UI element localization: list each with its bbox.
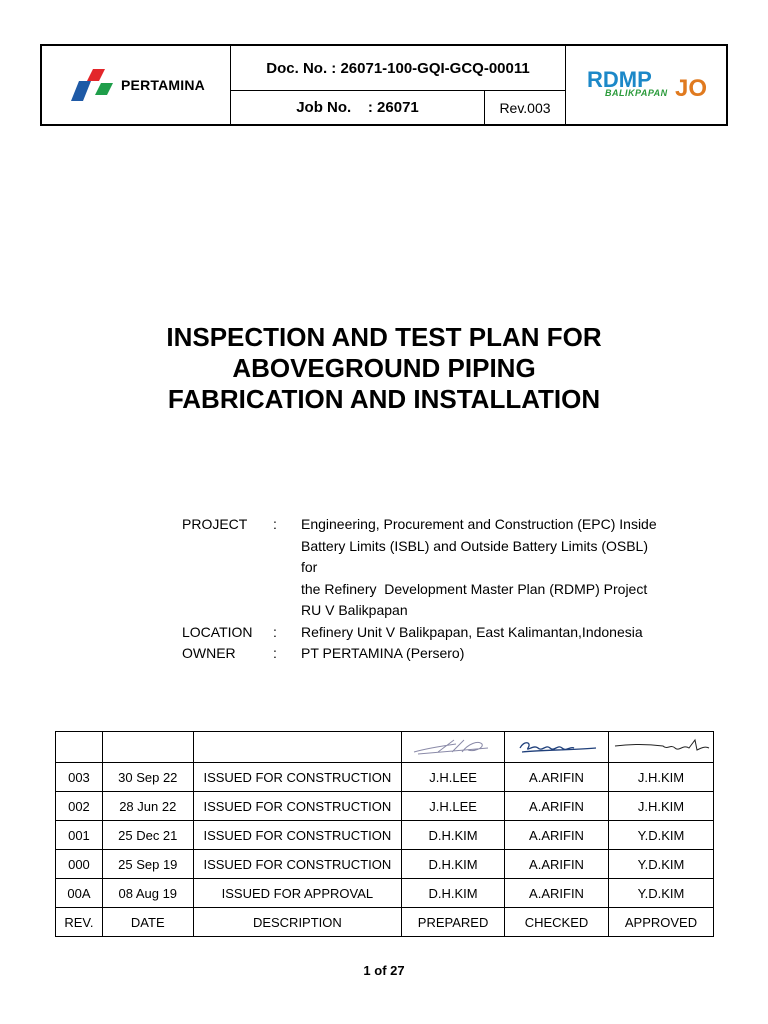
revision-table <box>55 731 714 937</box>
rev-cell: 001 <box>56 821 103 850</box>
pertamina-brand-text: PERTAMINA <box>121 77 205 93</box>
prepared-cell: J.H.LEE <box>402 763 505 792</box>
description-cell: ISSUED FOR CONSTRUCTION <box>193 792 401 821</box>
checked-cell: A.ARIFIN <box>505 792 609 821</box>
header-approved: APPROVED <box>608 908 713 937</box>
rev-cell: 002 <box>56 792 103 821</box>
checked-cell: A.ARIFIN <box>505 850 609 879</box>
job-number: Job No. : 26071 <box>231 91 485 124</box>
prepared-signature <box>402 732 505 763</box>
prepared-cell: D.H.KIM <box>402 821 505 850</box>
signature-icon <box>611 734 711 758</box>
checked-cell: A.ARIFIN <box>505 879 609 908</box>
revision-number: Rev.003 <box>499 99 551 116</box>
location-label: LOCATION <box>182 623 253 640</box>
table-row <box>56 850 714 879</box>
colon: : <box>273 645 277 661</box>
project-info <box>182 514 661 665</box>
project-value <box>301 514 661 622</box>
prepared-cell: J.H.LEE <box>402 792 505 821</box>
table-row <box>56 792 714 821</box>
colon: : <box>273 516 277 532</box>
header-description: DESCRIPTION <box>193 908 401 937</box>
colon: : <box>273 623 277 640</box>
description-cell: ISSUED FOR CONSTRUCTION <box>193 850 401 879</box>
project-line: Battery Limits (ISBL) and Outside Battery Limits (OSBL) for <box>301 537 649 575</box>
approved-signature <box>608 732 713 763</box>
rev-cell: 00A <box>56 879 103 908</box>
pertamina-logo-icon <box>67 67 115 103</box>
rdmp-logo-sub: BALIKPAPAN <box>605 88 668 98</box>
signature-icon <box>512 734 602 758</box>
document-header <box>40 44 728 126</box>
date-cell: 08 Aug 19 <box>102 879 193 908</box>
signature-icon <box>408 734 498 758</box>
rev-cell: 000 <box>56 850 103 879</box>
title-line-3: FABRICATION AND INSTALLATION <box>167 384 601 414</box>
project-label: PROJECT <box>182 516 248 532</box>
approved-cell: Y.D.KIM <box>608 850 713 879</box>
approved-cell: Y.D.KIM <box>608 821 713 850</box>
table-row <box>56 763 714 792</box>
table-header-row <box>56 908 714 937</box>
approved-cell: J.H.KIM <box>608 763 713 792</box>
table-row <box>56 821 714 850</box>
signature-row <box>56 732 714 763</box>
owner-value: PT PERTAMINA (Persero) <box>301 645 465 661</box>
title-line-2: ABOVEGROUND PIPING <box>232 353 536 383</box>
pertamina-logo <box>42 46 231 124</box>
prepared-cell: D.H.KIM <box>402 850 505 879</box>
rdmp-logo-main: RDMP <box>587 67 652 92</box>
header-rev: REV. <box>56 908 103 937</box>
header-prepared: PREPARED <box>402 908 505 937</box>
checked-cell: A.ARIFIN <box>505 821 609 850</box>
header-date: DATE <box>102 908 193 937</box>
checked-cell: A.ARIFIN <box>505 763 609 792</box>
document-title <box>40 322 728 415</box>
approved-cell: Y.D.KIM <box>608 879 713 908</box>
description-cell: ISSUED FOR CONSTRUCTION <box>193 821 401 850</box>
date-cell: 25 Sep 19 <box>102 850 193 879</box>
table-row <box>56 879 714 908</box>
date-cell: 30 Sep 22 <box>102 763 193 792</box>
project-line: RU V Balikpapan <box>301 602 408 618</box>
project-line: Engineering, Procurement and Construction (EPC) Inside <box>301 516 657 532</box>
project-line: the Refinery Development Master Plan (RDMP) Project <box>301 580 648 597</box>
checked-signature <box>505 732 609 763</box>
approved-cell: J.H.KIM <box>608 792 713 821</box>
prepared-cell: D.H.KIM <box>402 879 505 908</box>
rdmp-logo <box>566 46 726 124</box>
header-doc-info <box>231 46 566 124</box>
page-number: 1 of 27 <box>363 963 405 978</box>
description-cell: ISSUED FOR APPROVAL <box>193 879 401 908</box>
owner-label: OWNER <box>182 645 236 661</box>
location-value: Refinery Unit V Balikpapan, East Kalimantan,Indonesia <box>301 623 643 640</box>
title-line-1: INSPECTION AND TEST PLAN FOR <box>166 322 602 352</box>
header-checked: CHECKED <box>505 908 609 937</box>
description-cell: ISSUED FOR CONSTRUCTION <box>193 763 401 792</box>
rdmp-logo-jo: JO <box>675 75 708 102</box>
date-cell: 25 Dec 21 <box>102 821 193 850</box>
rev-cell: 003 <box>56 763 103 792</box>
date-cell: 28 Jun 22 <box>102 792 193 821</box>
doc-number: Doc. No. : 26071-100-GQI-GCQ-00011 <box>231 46 565 91</box>
